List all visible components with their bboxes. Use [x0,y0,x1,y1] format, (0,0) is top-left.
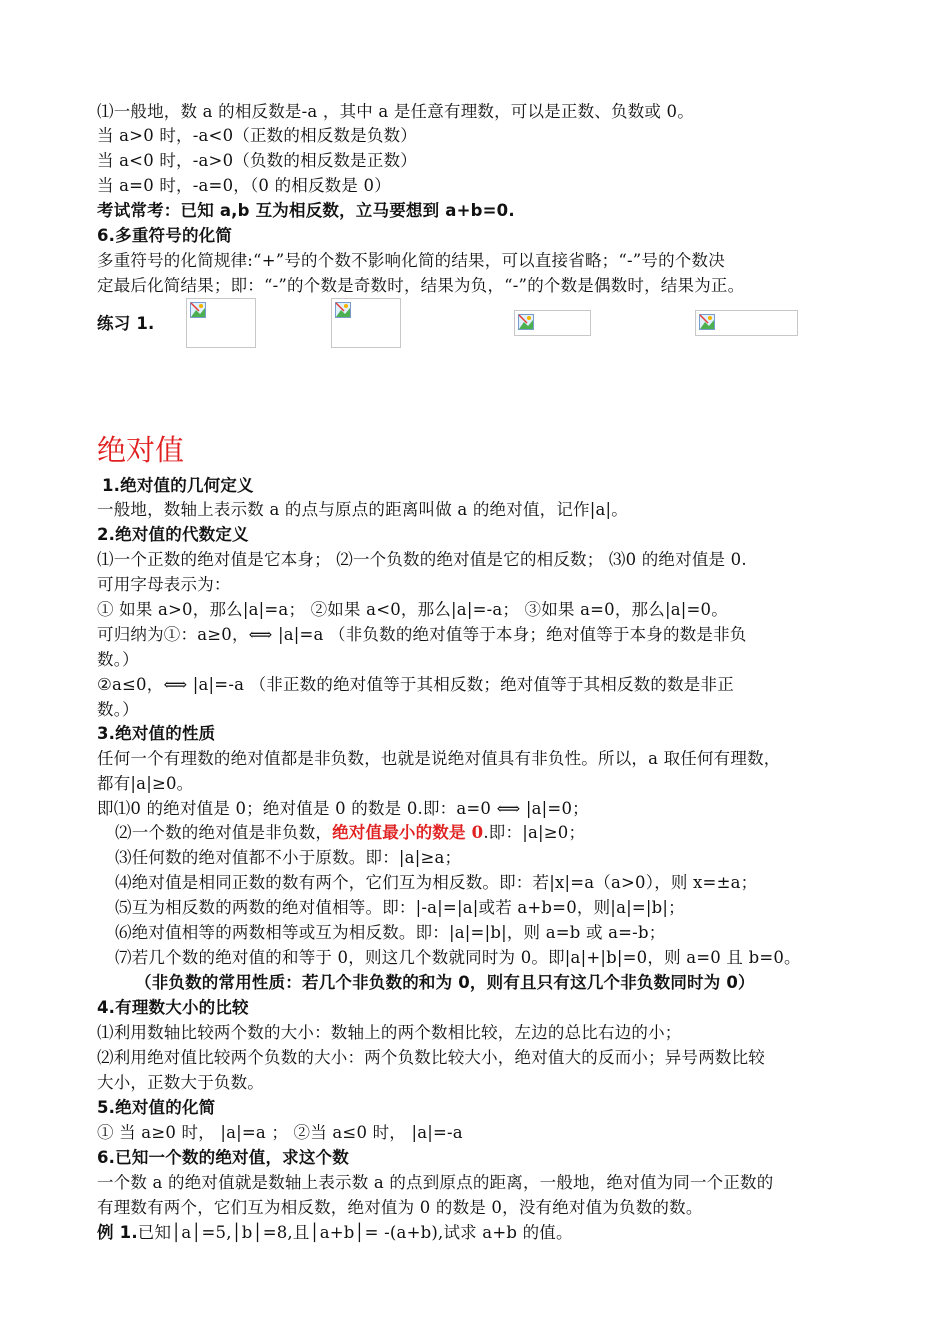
text-line: 当 a<0 时，-a>0（负数的相反数是正数） [97,151,417,170]
property-text: ⑵一个数的绝对值是非负数， [115,823,333,842]
text-line: 大小，正数大于负数。 [97,1073,264,1092]
text-line: 一个数 a 的绝对值就是数轴上表示数 a 的点到原点的距离，一般地，绝对值为同一个正数的 [97,1173,774,1192]
broken-image-icon [699,314,715,330]
text-line: 当 a>0 时，-a<0（正数的相反数是负数） [97,126,417,145]
property-line: ⑹绝对值相等的两数相等或互为相反数。即：|a|=|b|，则 a=b 或 a=-b； [115,923,666,942]
text-line: ① 如果 a>0，那么|a|=a； ②如果 a<0，那么|a|=-a； ③如果 a=0，那么|a|=0。 [97,600,728,619]
property-line: ⑶任何数的绝对值都不小于原数。即：|a|≥a； [115,848,462,867]
broken-image [186,298,256,348]
text-line: 可用字母表示为： [97,575,231,594]
text-line: 数。） [97,650,139,669]
section-heading: 6.已知一个数的绝对值，求这个数 [97,1148,349,1167]
section-heading: 3.绝对值的性质 [97,724,216,743]
text-line: ⑴利用数轴比较两个数的大小：数轴上的两个数相比较，左边的总比右边的小； [97,1023,682,1042]
text-line: 有理数有两个，它们互为相反数，绝对值为 0 的数是 0，没有绝对值为负数的数。 [97,1198,703,1217]
property-line: ⑷绝对值是相同正数的数有两个，它们互为相反数。即：若|x|=a（a>0），则 x=±a； [115,873,758,892]
text-line: ⑵利用绝对值比较两个负数的大小：两个负数比较大小，绝对值大的反而小；异号两数比较 [97,1048,765,1067]
text-line: 可归纳为①：a≥0，⟺ |a|=a （非负数的绝对值等于本身；绝对值等于本身的数是非负 [97,625,747,644]
property-line: ⑺若几个数的绝对值的和等于 0，则这几个数就同时为 0。即|a|+|b|=0，则 a=0 且 b=0。 [115,948,801,967]
text-line: 都有|a|≥0。 [97,774,194,793]
section-title: 绝对值 [97,433,185,467]
highlight-text: 绝对值最小的数是 0 [332,823,484,842]
text-line: 一般地，数轴上表示数 a 的点与原点的距离叫做 a 的绝对值，记作|a|。 [97,500,629,519]
broken-image [695,310,798,336]
section-heading: 6.多重符号的化简 [97,226,233,245]
text-line: 定最后化简结果；即：“-”的个数是奇数时，结果为负，“-”的个数是偶数时，结果为正。 [97,276,745,295]
property-note: （非负数的常用性质：若几个非负数的和为 0，则有且只有这几个非负数同时为 0） [135,973,755,992]
property-text: .即：|a|≥0； [483,823,586,842]
property-line: ⑸互为相反数的两数的绝对值相等。即：|-a|=|a|或若 a+b=0，则|a|=|b|； [115,898,685,917]
broken-image [514,310,591,336]
broken-image-icon [518,314,534,330]
section-heading: 2.绝对值的代数定义 [97,525,249,544]
property-line [115,821,585,845]
text-line: ②a≤0，⟺ |a|=-a （非正数的绝对值等于其相反数；绝对值等于其相反数的数是非正 [97,675,734,694]
text-line: ⑴一个正数的绝对值是它本身； ⑵一个负数的绝对值是它的相反数； ⑶0 的绝对值是 0. [97,550,747,569]
text-line: 当 a=0 时，-a=0，（0 的相反数是 0） [97,176,391,195]
practice-label: 练习 1. [97,314,155,333]
broken-image-icon [335,302,351,318]
text-line: ⑴一般地，数 a 的相反数是-a ，其中 a 是任意有理数，可以是正数、负数或 0。 [97,102,694,121]
example-label: 例 1. [97,1223,138,1242]
example-line [97,1221,573,1245]
example-text: 已知│a│=5,│b│=8,且│a+b│= -(a+b),试求 a+b 的值。 [137,1223,573,1242]
exam-tip: 考试常考：已知 a,b 互为相反数，立马要想到 a+b=0. [97,201,515,220]
broken-image-icon [190,302,206,318]
text-line: 多重符号的化简规律:“+”号的个数不影响化简的结果，可以直接省略；“-”号的个数决 [97,251,725,270]
text-line: 数。） [97,700,139,719]
section-heading: 1.绝对值的几何定义 [102,476,254,495]
text-line: ① 当 a≥0 时， |a|=a ； ②当 a≤0 时， |a|=-a [97,1123,463,1142]
section-heading: 4.有理数大小的比较 [97,998,249,1017]
property-line: 即⑴0 的绝对值是 0；绝对值是 0 的数是 0.即：a=0 ⟺ |a|=0； [97,799,589,818]
text-line: 任何一个有理数的绝对值都是非负数，也就是说绝对值具有非负性。所以，a 取任何有理数， [97,749,781,768]
broken-image [331,298,401,348]
section-heading: 5.绝对值的化简 [97,1098,216,1117]
